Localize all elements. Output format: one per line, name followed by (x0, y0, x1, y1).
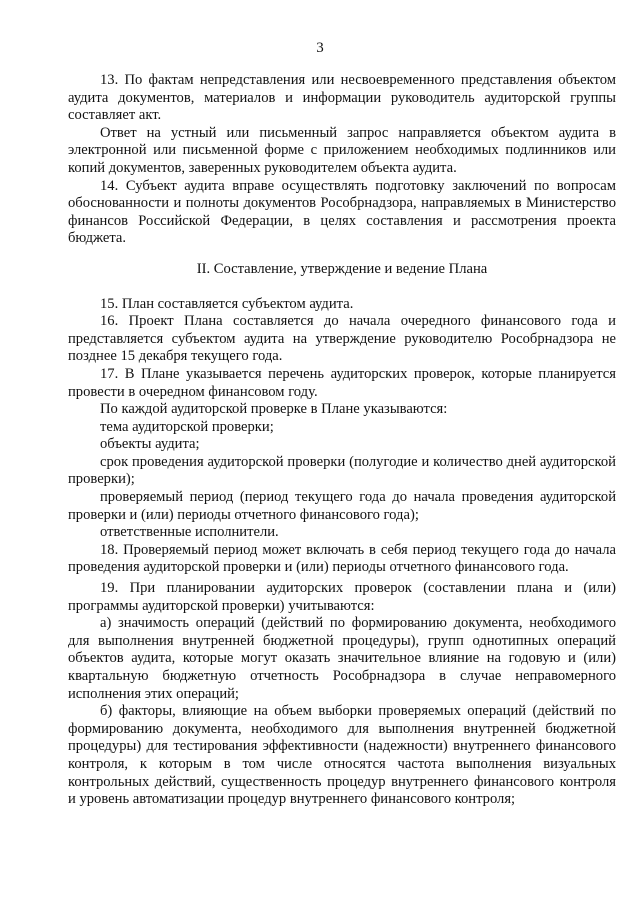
paragraph-19a: а) значимость операций (действий по формированию документа, необходимого для выполнения внутренней бюджетной процедуры), групп однотипных операций объектов аудита, которые могут оказать значительное влияние на годовую и (или) квартальную бюджетную отчетность Рособрнадзора в случае неправомерного исполнения этих операций; (68, 615, 616, 702)
paragraph-plan-intro: По каждой аудиторской проверке в Плане указываются: (100, 401, 448, 418)
document-body (68, 72, 616, 809)
list-item-period: проверяемый период (период текущего года до начала проведения аудиторской проверки и (или) периоды отчетного финансового года); (68, 489, 616, 523)
paragraph-17: 17. В Плане указывается перечень аудиторских проверок, которые планируется провести в очередном финансовом году. (68, 365, 616, 400)
paragraph-13: 13. По фактам непредставления или несвоевременного представления объектом аудита документов, материалов и информации руководитель аудиторской группы составляет акт. (68, 72, 616, 124)
list-item-topic: тема аудиторской проверки; (100, 418, 274, 435)
paragraph-16: 16. Проект Плана составляется до начала очередного финансового года и представляется субъектом аудита на утверждение руководителю Рособрнадзора не позднее 15 декабря текущего года. (68, 313, 616, 365)
list-item-term: срок проведения аудиторской проверки (полугодие и количество дней аудиторской проверки); (68, 453, 616, 488)
paragraph-15: 15. План составляется субъектом аудита. (100, 295, 354, 312)
section-heading: II. Составление, утверждение и ведение Плана (196, 260, 488, 277)
page-number: 3 (316, 40, 324, 56)
paragraph-19b: б) факторы, влияющие на объем выборки проверяемых операций (действий по формированию документа, необходимого для выполнения внутренней бюджетной процедуры) для тестирования эффективности (надежности) внутреннего финансового контроля, к которым в том числе относятся частота выполнения визуальных контрольных действий, существенность процедур внутреннего финансового контроля и уровень автоматизации процедур внутреннего финансового контроля; (68, 703, 616, 808)
list-item-executors: ответственные исполнители. (100, 524, 279, 541)
paragraph-18: 18. Проверяемый период может включать в себя период текущего года до начала проведения аудиторской проверки и (или) периоды отчетного финансового года. (68, 541, 616, 576)
paragraph-14: 14. Субъект аудита вправе осуществлять подготовку заключений по вопросам обоснованности и полноты документов Рособрнадзора, направляемых в Министерство финансов Российской Федерации, в целях составления и рассмотрения проекта бюджета. (68, 177, 616, 247)
paragraph-response: Ответ на устный или письменный запрос направляется объектом аудита в электронной или письменной форме с приложением необходимых подлинников или копий документов, заверенных руководителем объекта аудита. (68, 124, 616, 176)
paragraph-19: 19. При планировании аудиторских проверок (составлении плана и (или) программы аудиторской проверки) учитываются: (68, 580, 616, 614)
list-item-objects: объекты аудита; (100, 436, 200, 453)
